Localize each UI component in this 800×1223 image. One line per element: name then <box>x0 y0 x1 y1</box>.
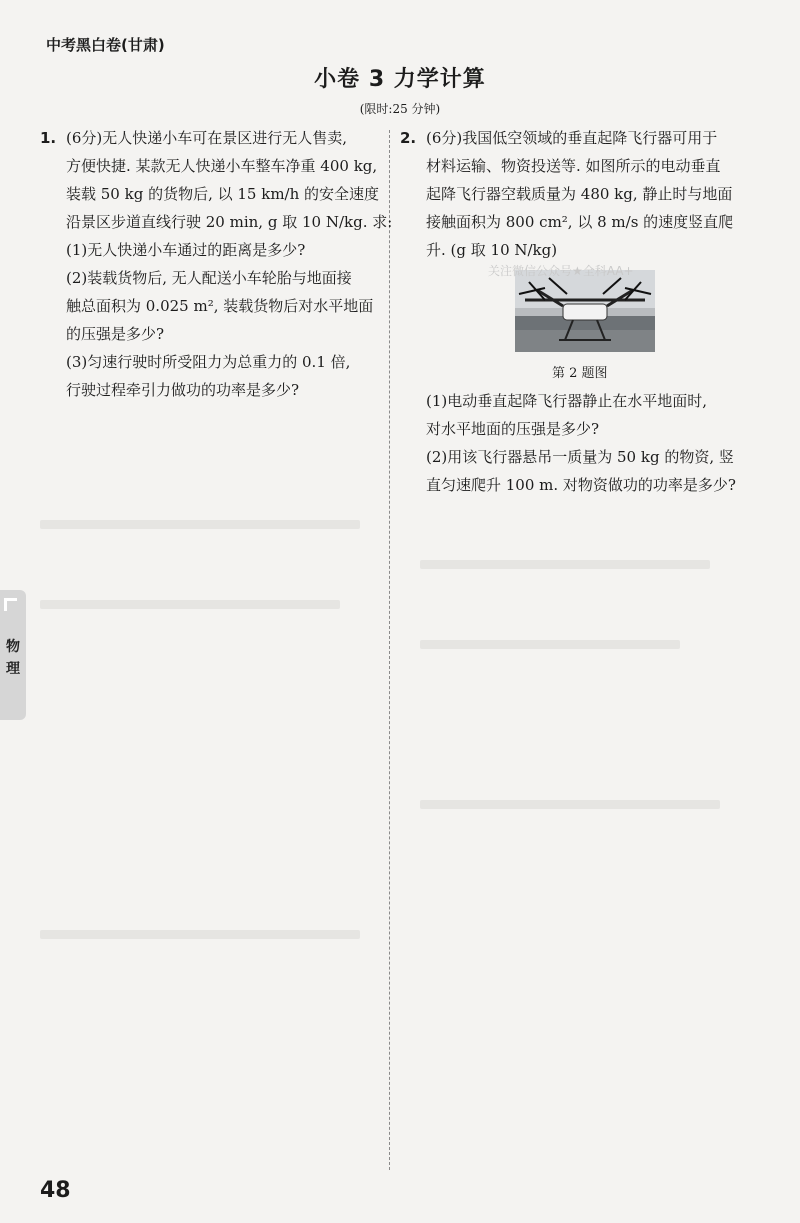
corner-mark-icon <box>4 598 17 611</box>
question-number: 1. <box>40 129 57 147</box>
question-line: 沿景区步道直线行驶 20 min, g 取 10 N/kg. 求: <box>66 213 393 231</box>
column-divider <box>389 130 390 1170</box>
page-title: 小卷 3 力学计算 <box>314 67 486 92</box>
question-line: 方便快捷. 某款无人快递小车整车净重 400 kg, <box>66 157 378 175</box>
show-through <box>40 600 340 609</box>
show-through <box>420 800 720 809</box>
question-line: 升. (g 取 10 N/kg) <box>426 241 558 259</box>
watermark-text: 关注微信公众号★全科AA+ <box>488 264 634 278</box>
sub-question: (3)匀速行驶时所受阻力为总重力的 0.1 倍, <box>66 353 351 371</box>
question-number: 2. <box>400 129 417 147</box>
show-through <box>40 930 360 939</box>
question-line: (6分)无人快递小车可在景区进行无人售卖, <box>66 129 348 147</box>
figure-caption: 第 2 题图 <box>552 366 608 381</box>
show-through <box>420 560 710 569</box>
time-limit: (限时:25 分钟) <box>359 102 441 116</box>
show-through <box>420 640 680 649</box>
sub-question: 行驶过程牵引力做功的功率是多少? <box>66 381 300 399</box>
aircraft-photo <box>515 270 655 352</box>
book-header: 中考黑白卷(甘肃) <box>46 36 165 54</box>
sub-question: 对水平地面的压强是多少? <box>426 420 600 438</box>
sub-question: (2)用该飞行器悬吊一质量为 50 kg 的物资, 竖 <box>426 448 734 466</box>
sub-question: (2)装载货物后, 无人配送小车轮胎与地面接 <box>66 269 352 287</box>
question-line: (6分)我国低空领域的垂直起降飞行器可用于 <box>426 129 718 147</box>
subject-label: 物理 <box>6 639 20 677</box>
subject-side-tab <box>0 590 26 720</box>
sub-question: 直匀速爬升 100 m. 对物资做功的功率是多少? <box>426 476 736 494</box>
question-line: 装载 50 kg 的货物后, 以 15 km/h 的安全速度 <box>66 185 380 203</box>
sub-question: 的压强是多少? <box>66 325 165 343</box>
question-line: 接触面积为 800 cm², 以 8 m/s 的速度竖直爬 <box>426 213 734 231</box>
question-2 <box>400 124 745 499</box>
show-through <box>40 520 360 529</box>
page-number: 48 <box>40 1178 71 1203</box>
sub-question: (1)电动垂直起降飞行器静止在水平地面时, <box>426 392 708 410</box>
question-line: 材料运输、物资投送等. 如图所示的电动垂直 <box>426 157 721 175</box>
sub-question: (1)无人快递小车通过的距离是多少? <box>66 241 306 259</box>
sub-question: 触总面积为 0.025 m², 装载货物后对水平地面 <box>66 297 374 315</box>
question-1 <box>40 124 393 404</box>
question-line: 起降飞行器空载质量为 480 kg, 静止时与地面 <box>426 185 733 203</box>
